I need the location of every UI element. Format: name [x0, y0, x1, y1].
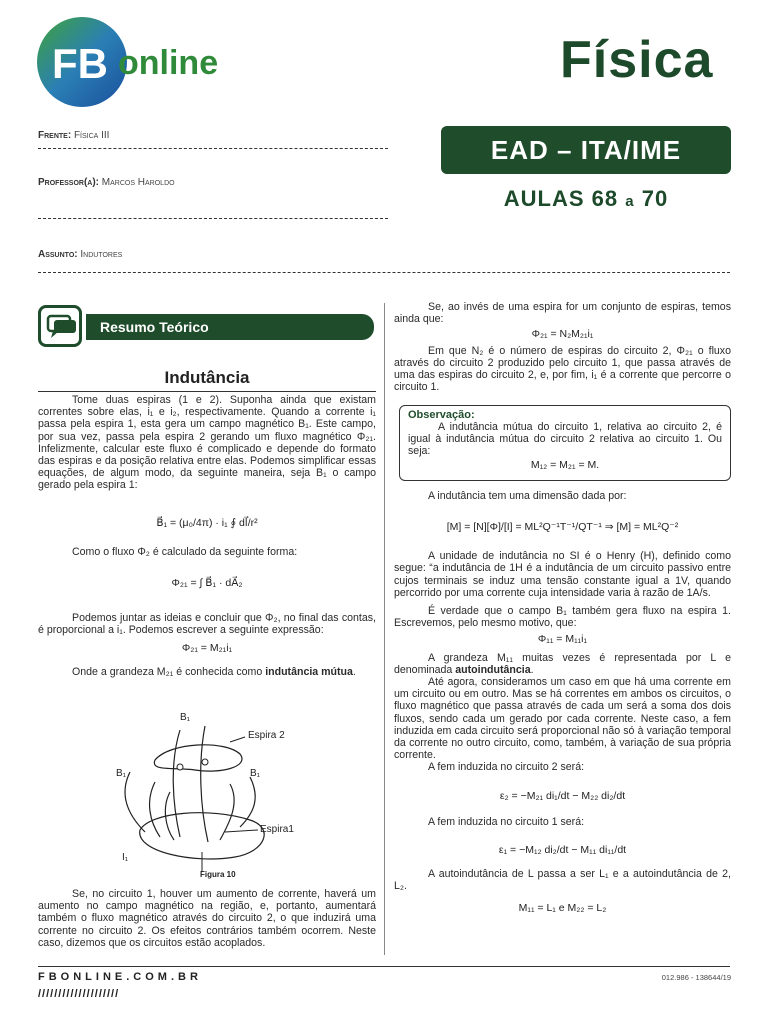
paragraph: A unidade de indutância no SI é o Henry (H), definido como segue: “a indutância de 1H é a indutância de um circuito passivo entre cujos terminais se induz uma tensão constante igual a 1V, quando percorrido por uma corrente cuja intensidade varia à razão de 1A/s. — [394, 550, 731, 599]
frente-label: Frente: — [38, 130, 72, 141]
right-column — [394, 490, 731, 914]
footer-site[interactable]: FBONLINE.COM.BR — [38, 971, 202, 983]
paragraph: A grandeza M₁₁ muitas vezes é representada por L e denominada autoindutância. — [394, 651, 731, 676]
frente-value: Física III — [73, 130, 110, 141]
frente-row — [38, 130, 109, 141]
observation-formula: M₁₂ = M₂₁ = M. — [530, 458, 600, 471]
assunto-value: Indutores — [80, 249, 123, 260]
observation-title: Observação: — [408, 409, 475, 421]
divider — [38, 148, 388, 149]
figure-espiras — [100, 712, 340, 882]
paragraph: Podemos juntar as ideias e concluir que Φ₂, no final das contas, é proporcional a i₁. Podemos escrever a seguinte expressão: — [38, 611, 376, 637]
paragraph: Se, no circuito 1, houver um aumento de corrente, haverá um aumento no campo magnético na região, e, portanto, aumentará também o fluxo magnético através do circuito 2, o que induzirá uma corrente no circuito 2. Os efeitos contrários também ocorrem. Neste caso, dizemos que os circuitos estão acoplados. — [38, 888, 376, 949]
formula: Φ₂₁ = M₂₁i₁ — [181, 642, 233, 655]
formula: Φ₂₁ = N₂M₂₁i₁ — [531, 328, 594, 341]
label-b1: B₁ — [116, 768, 127, 779]
paragraph: É verdade que o campo B₁ também gera fluxo na espira 1. Escrevemos, pelo mesmo motivo, que: — [394, 605, 731, 630]
svg-text:FB: FB — [52, 40, 108, 87]
section-title: Indutância — [164, 368, 250, 387]
aulas-range: AULAS 68 a 70 — [503, 186, 669, 211]
formula: [M] = [N][Φ]/[I] = ML²Q⁻¹T⁻¹/QT⁻¹ ⇒ [M] = ML²Q⁻² — [446, 521, 679, 534]
paragraph: Em que N₂ é o número de espiras do circuito 2, Φ₂₁ o fluxo através do circuito 2 produzido pelo circuito 1, que passa através de uma das espiras do circuito 2, e, por fim, i₁ é a corrente que percorre o circuito 1. — [394, 344, 731, 394]
label-espira2: Espira 2 — [248, 730, 285, 741]
professor-row — [38, 177, 175, 188]
professor-label: Professor(a): — [38, 177, 99, 188]
formula: ε₁ = −M₁₂ di₂/dt − M₁₁ di₁₁/dt — [498, 843, 627, 856]
paragraph: Até agora, consideramos um caso em que há uma corrente em um circuito ou em outro. Mas se há correntes em ambos os circuitos, o fluxo magnético que passa através de cada um será a soma dos dois fluxos, sendo cada um gerado por cada corrente. Neste caso, a fem induzida em cada circuito será proporcional não só à variação temporal da corrente no outro circuito, como, também, à variação de sua própria corrente. — [394, 676, 731, 762]
paragraph: Se, ao invés de uma espira for um conjunto de espiras, temos ainda que: — [394, 301, 731, 326]
left-column — [38, 394, 376, 679]
formula: ε₂ = −M₂₁ di₁/dt − M₂₂ di₂/dt — [499, 789, 626, 802]
observation-text: A indutância mútua do circuito 1, relativa ao circuito 2, é igual à indutância mútua do circuito 2 relativa ao circuito 1. Ou seja: — [408, 421, 722, 458]
right-column-top — [394, 301, 731, 393]
divider — [38, 272, 730, 273]
paragraph: A fem induzida no circuito 2 será: — [428, 761, 585, 774]
column-divider — [384, 303, 385, 955]
paragraph: Como o fluxo Φ₂ é calculado da seguinte forma: — [72, 545, 298, 558]
professor-value: Marcos Haroldo — [101, 177, 175, 188]
paragraph: A indutância tem uma dimensão dada por: — [428, 490, 627, 502]
formula: Φ₂₁ = ∫ B⃗₁ · dA⃗₂ — [171, 576, 243, 589]
paragraph: Tome duas espiras (1 e 2). Suponha ainda que existam correntes sobre elas, i₁ e i₂, respectivamente. Quando a corrente i₁ passa pela espira 1, esta gera um campo magnético B₁. Este campo, por sua vez, passa pela espira 2 gerando um fluxo magnético Φ₂₁. Infelizmente, calcular este fluxo é complicado e depende do formato das espiras e da posição relativa entre elas. Podemos simplificar essas equações, de algum modo, da seguinte maneira, seja B₁ o campo gerado pela espira 1: — [38, 394, 376, 492]
formula: B⃗₁ = (μ₀/4π) · i₁ ∮ dl⃗/r² — [156, 516, 258, 529]
label-b1: B₁ — [250, 768, 261, 779]
subject-title: Física — [560, 31, 714, 89]
divider — [38, 391, 376, 392]
svg-text:online: online — [118, 44, 219, 82]
course-banner: EAD – ITA/IME — [441, 126, 731, 174]
label-b1: B₁ — [180, 712, 191, 723]
paragraph: A autoindutância de L passa a ser L₁ e a autoindutância de 2, L₂. — [394, 867, 731, 893]
figure-caption: Figura 10 — [200, 870, 236, 879]
document-code: 012.986 - 138644/19 — [661, 973, 731, 982]
footer-slashes: //////////////////// — [38, 988, 120, 1000]
observation-box — [399, 405, 731, 481]
assunto-label: Assunto: — [38, 249, 78, 260]
assunto-row — [38, 249, 122, 260]
formula: M₁₁ = L₁ e M₂₂ = L₂ — [518, 902, 607, 915]
resumo-title: Resumo Teórico — [86, 314, 374, 340]
footer-divider — [38, 966, 730, 967]
resumo-header — [38, 305, 376, 347]
paragraph: Onde a grandeza M₂₁ é conhecida como indutância mútua. — [72, 666, 356, 679]
formula: Φ₁₁ = M₁₁i₁ — [537, 633, 588, 646]
left-column-bottom — [38, 888, 376, 949]
paragraph: A fem induzida no circuito 1 será: — [428, 815, 585, 828]
divider — [38, 218, 388, 219]
fb-online-logo — [36, 16, 226, 108]
chat-icon — [38, 305, 82, 347]
label-i1: I₁ — [122, 852, 129, 863]
label-espira1: Espira1 — [260, 824, 294, 835]
